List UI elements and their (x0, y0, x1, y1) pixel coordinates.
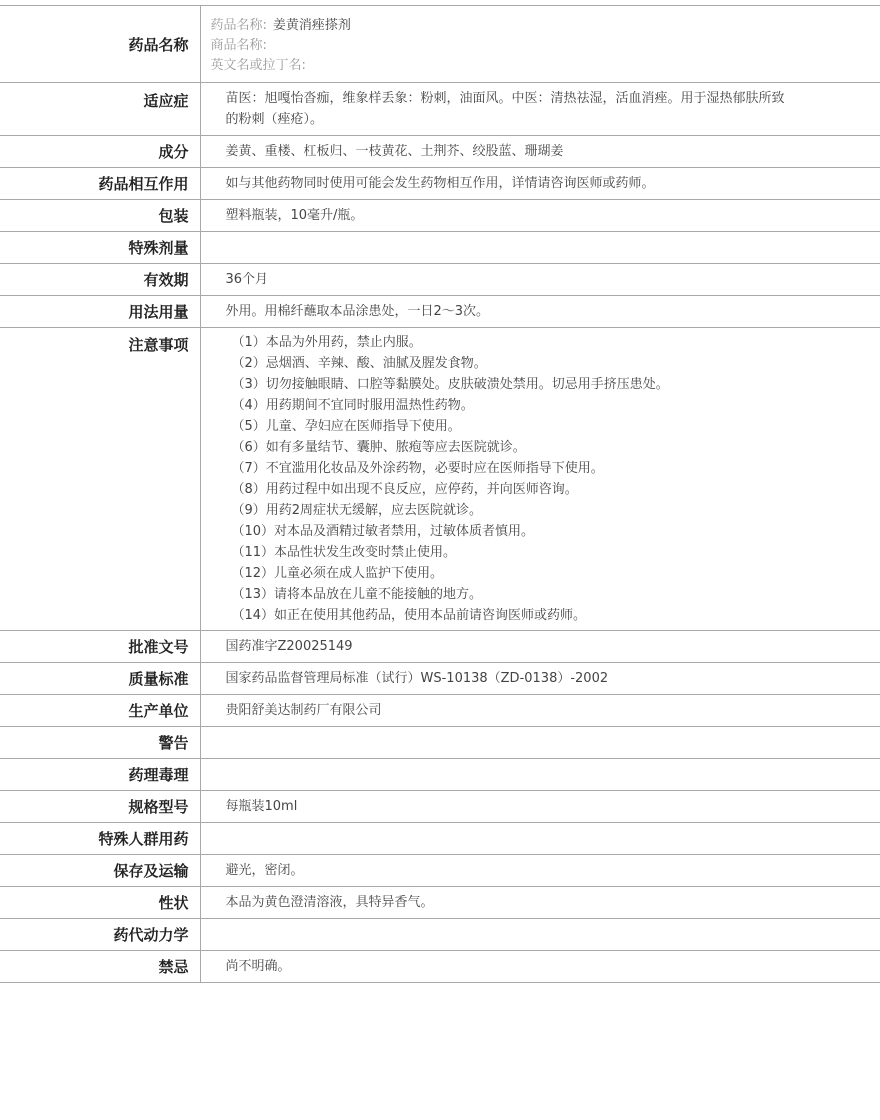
name-cell (200, 6, 880, 83)
row-value: 贵阳舒美达制药厂有限公司 (200, 695, 880, 727)
row-label: 生产单位 (0, 695, 200, 727)
row-label: 特殊人群用药 (0, 823, 200, 855)
row-label: 用法用量 (0, 296, 200, 328)
row-label: 包装 (0, 200, 200, 232)
table-row (0, 663, 880, 695)
table-row (0, 887, 880, 919)
list-item: （4）用药期间不宜同时服用温热性药物。 (231, 398, 474, 413)
list-item: （3）切勿接触眼睛、口腔等黏膜处。皮肤破溃处禁用。切忌用手挤压患处。 (231, 377, 669, 392)
list-item: （13）请将本品放在儿童不能接触的地方。 (231, 587, 483, 602)
table-row (0, 759, 880, 791)
table-row (0, 919, 880, 951)
list-item: （12）儿童必须在成人监护下使用。 (231, 566, 444, 581)
list-item: （5）儿童、孕妇应在医师指导下使用。 (231, 419, 461, 434)
list-item: （7）不宜滥用化妆品及外涂药物，必要时应在医师指导下使用。 (231, 461, 604, 476)
table-row (0, 695, 880, 727)
row-value: 36个月 (200, 264, 880, 296)
row-label: 质量标准 (0, 663, 200, 695)
row-label: 药理毒理 (0, 759, 200, 791)
english-name-key: 英文名或拉丁名: (210, 58, 306, 73)
row-value (200, 823, 880, 855)
list-item: （2）忌烟酒、辛辣、酸、油腻及腥发食物。 (231, 356, 487, 371)
row-value: 塑料瓶装，10毫升/瓶。 (200, 200, 880, 232)
table-row (0, 136, 880, 168)
row-label: 药品名称 (0, 6, 200, 83)
row-value (200, 232, 880, 264)
row-value (200, 83, 880, 136)
row-label: 药品相互作用 (0, 168, 200, 200)
row-value: 避光，密闭。 (200, 855, 880, 887)
table-row (0, 264, 880, 296)
row-label: 特殊剂量 (0, 232, 200, 264)
row-label: 规格型号 (0, 791, 200, 823)
table-row (0, 6, 880, 83)
list-item: （6）如有多量结节、囊肿、脓疱等应去医院就诊。 (231, 440, 526, 455)
row-value (200, 727, 880, 759)
indication-text: 苗医：旭嘎怡沓痂，维象样丢象：粉刺，油面风。中医：清热祛湿，活血消痤。用于湿热郁肤所致的粉刺（痤疮）。 (225, 91, 785, 127)
table-row (0, 823, 880, 855)
row-label: 药代动力学 (0, 919, 200, 951)
row-label: 成分 (0, 136, 200, 168)
row-label: 保存及运输 (0, 855, 200, 887)
notes-list (226, 328, 880, 630)
row-value: 外用。用棉纤蘸取本品涂患处，一日2～3次。 (200, 296, 880, 328)
drug-spec-table (0, 5, 880, 983)
list-item: （10）对本品及酒精过敏者禁用，过敏体质者慎用。 (231, 524, 535, 539)
table-row (0, 200, 880, 232)
list-item: （11）本品性状发生改变时禁止使用。 (231, 545, 457, 560)
row-label: 性状 (0, 887, 200, 919)
generic-name-key: 药品名称: (210, 18, 267, 33)
table-row (0, 727, 880, 759)
list-item: （8）用药过程中如出现不良反应，应停药，并向医师咨询。 (231, 482, 578, 497)
row-label: 警告 (0, 727, 200, 759)
table-row (0, 232, 880, 264)
row-label: 批准文号 (0, 631, 200, 663)
table-row (0, 855, 880, 887)
table-row (0, 631, 880, 663)
row-label: 注意事项 (0, 328, 200, 631)
row-label: 适应症 (0, 83, 200, 136)
row-value: 姜黄、重楼、杠板归、一枝黄花、土荆芥、绞股蓝、珊瑚姜 (200, 136, 880, 168)
row-value: 如与其他药物同时使用可能会发生药物相互作用，详情请咨询医师或药师。 (200, 168, 880, 200)
generic-name-value: 姜黄消痤搽剂 (272, 18, 351, 33)
row-value: 尚不明确。 (200, 951, 880, 983)
table-row (0, 791, 880, 823)
table-row (0, 328, 880, 631)
row-value (200, 919, 880, 951)
row-label: 禁忌 (0, 951, 200, 983)
row-label: 有效期 (0, 264, 200, 296)
list-item: （1）本品为外用药，禁止内服。 (231, 335, 422, 350)
table-row (0, 168, 880, 200)
list-item: （9）用药2周症状无缓解，应去医院就诊。 (231, 503, 483, 518)
notes-cell (200, 328, 880, 631)
list-item: （14）如正在使用其他药品，使用本品前请咨询医师或药师。 (231, 608, 587, 623)
table-row (0, 951, 880, 983)
table-row (0, 296, 880, 328)
trade-name-key: 商品名称: (210, 38, 267, 53)
row-value (200, 759, 880, 791)
row-value: 本品为黄色澄清溶液，具特异香气。 (200, 887, 880, 919)
row-value: 每瓶装10ml (200, 791, 880, 823)
row-value: 国药准字Z20025149 (200, 631, 880, 663)
row-value: 国家药品监督管理局标准（试行）WS-10138（ZD-0138）-2002 (200, 663, 880, 695)
table-row (0, 83, 880, 136)
